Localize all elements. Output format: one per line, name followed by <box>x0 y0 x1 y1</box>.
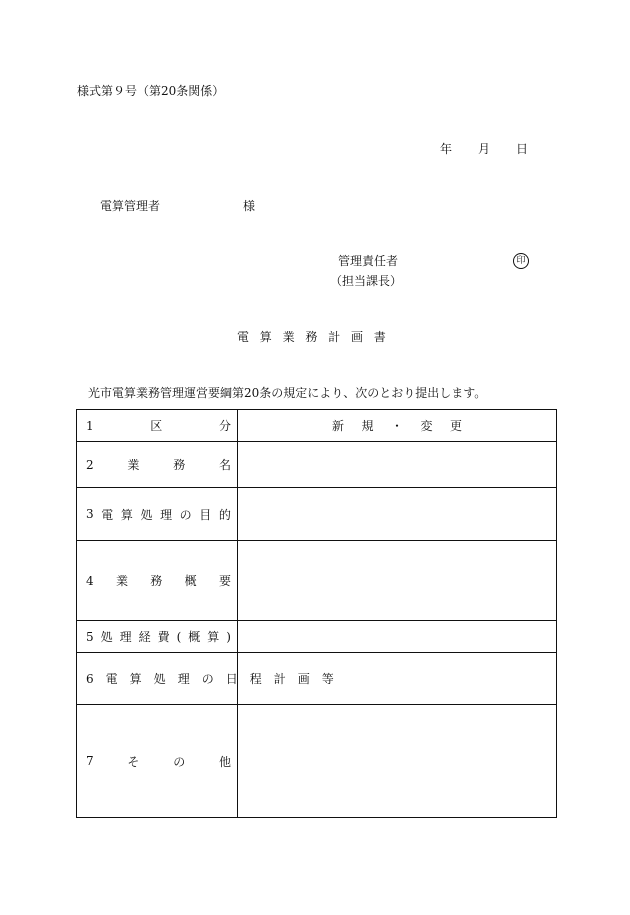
row-label-char: 分 <box>218 419 231 433</box>
row-label-cell <box>77 541 238 621</box>
category-value-char: 規 <box>361 419 374 433</box>
row-label-char: 概 <box>184 574 197 588</box>
row-label-cell <box>77 410 238 442</box>
row-label-char: 処 <box>100 630 113 644</box>
row-label-char: 処 <box>153 672 166 686</box>
row-label-char: ) <box>226 629 231 644</box>
row-label-char: 名 <box>218 458 231 472</box>
row-label-char: 画 <box>297 672 310 686</box>
row-label-char: ( <box>176 629 182 644</box>
category-value-cell <box>238 410 557 442</box>
row-number: 6 <box>86 671 94 686</box>
category-value-char: 変 <box>420 419 433 433</box>
date-year-label: 年 <box>440 142 453 156</box>
date-month-label: 月 <box>478 142 491 156</box>
row-label-char: 程 <box>249 672 262 686</box>
business-overview-input-cell[interactable] <box>238 541 557 621</box>
row-label-char: 電 <box>101 507 114 522</box>
row-label-char: 区 <box>150 419 163 433</box>
other-input-cell[interactable] <box>238 705 557 818</box>
row-label-char: 業 <box>127 458 140 472</box>
table-row <box>77 442 557 488</box>
row-label-char: 理 <box>160 507 173 522</box>
row-number: 5 <box>86 629 94 644</box>
row-label-char: 経 <box>138 630 151 644</box>
table-row <box>77 410 557 442</box>
addressee-suffix: 様 <box>243 199 256 213</box>
row-number: 1 <box>86 418 94 433</box>
row-label-cell <box>77 488 238 541</box>
row-label-cell <box>77 442 238 488</box>
intro-text: 光市電算業務管理運営要綱第20条の規定により、次のとおり提出します。 <box>88 386 487 400</box>
seal-mark-icon: 印 <box>513 253 529 269</box>
row-label-char: 算 <box>207 630 220 644</box>
table-row <box>77 541 557 621</box>
category-value-char: 新 <box>332 419 345 433</box>
addressee-title: 電算管理者 <box>100 199 161 213</box>
row-label-char: の <box>173 754 186 769</box>
table-row <box>77 705 557 818</box>
row-label-char: 目 <box>199 507 212 522</box>
plan-form-table <box>76 409 557 818</box>
category-value-char: ・ <box>390 419 403 433</box>
row-label-cell <box>77 705 238 818</box>
table-row <box>77 488 557 541</box>
row-label-char: の <box>179 507 192 522</box>
row-label-char: の <box>201 672 214 686</box>
sender-title: 管理責任者 <box>338 254 399 268</box>
row-number: 7 <box>86 754 94 768</box>
row-number: 4 <box>86 573 94 588</box>
row-label-char: 的 <box>218 507 231 522</box>
row-label-char: 概 <box>188 630 201 644</box>
row-label-char: 業 <box>115 574 128 588</box>
sender-subtitle: （担当課長） <box>330 274 403 288</box>
form-number: 様式第９号（第20条関係） <box>77 84 225 98</box>
business-name-input-cell[interactable] <box>238 442 557 488</box>
row-label-char: 費 <box>157 630 170 644</box>
row-label-cell <box>77 653 334 705</box>
row-label-char: 算 <box>129 672 142 686</box>
date-day-label: 日 <box>516 142 529 156</box>
row-number: 3 <box>86 507 94 521</box>
processing-cost-input-cell[interactable] <box>238 621 557 653</box>
row-label-char: そ <box>127 754 140 769</box>
row-label-char: 務 <box>173 458 186 472</box>
table-row <box>77 653 557 705</box>
row-label-char: 電 <box>105 672 118 686</box>
table-row <box>77 621 557 653</box>
row-label-char: 要 <box>218 574 231 588</box>
row-label-char: 等 <box>321 672 334 686</box>
row-label-cell <box>77 621 238 653</box>
row-label-char: 理 <box>119 630 132 644</box>
row-label-char: 計 <box>273 672 286 686</box>
row-label-char: 務 <box>150 574 163 588</box>
processing-purpose-input-cell[interactable] <box>238 488 557 541</box>
category-value-char: 更 <box>449 419 462 433</box>
row-label-char: 理 <box>177 672 190 686</box>
row-number: 2 <box>86 457 94 472</box>
row-label-char: 他 <box>218 754 231 769</box>
row-label-char: 日 <box>225 672 238 686</box>
row-label-char: 算 <box>120 507 133 522</box>
document-title: 電算業務計画書 <box>237 330 397 344</box>
row-label-char: 処 <box>140 507 153 522</box>
